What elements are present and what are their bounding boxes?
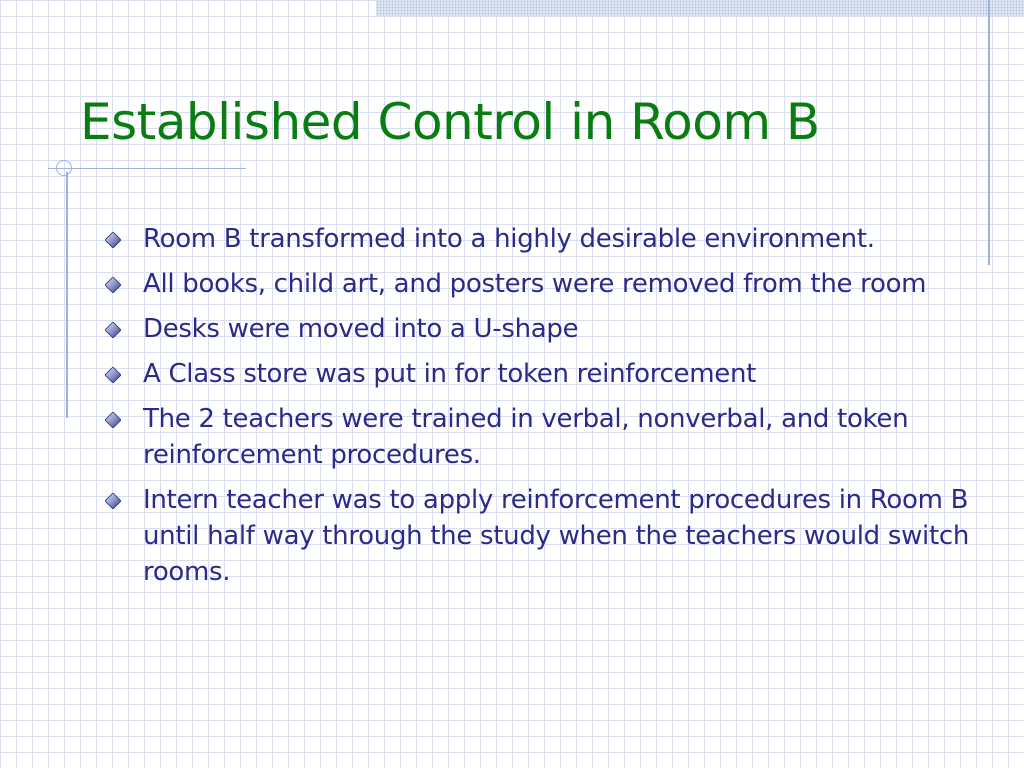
diamond-bullet-icon [105,367,121,383]
bullet-item [103,401,973,473]
decorative-left-rule [66,172,68,418]
decorative-top-band [376,0,1024,16]
bullet-item [103,311,973,347]
bullet-text: Intern teacher was to apply reinforcement procedures in Room B until half way through the study when the teachers would switch rooms. [143,485,970,587]
bullet-item [103,266,973,302]
decorative-circle-icon [56,160,72,176]
bullet-text: Desks were moved into a U-shape [143,314,579,344]
slide-title: Established Control in Room B [80,93,820,151]
diamond-bullet-icon [105,493,121,509]
bullet-list [103,221,973,599]
bullet-text: A Class store was put in for token reinforcement [143,359,757,389]
bullet-item [103,356,973,392]
diamond-bullet-icon [105,232,121,248]
diamond-bullet-icon [105,322,121,338]
decorative-horizontal-rule [48,168,246,169]
bullet-item [103,482,973,590]
bullet-text: The 2 teachers were trained in verbal, nonverbal, and token reinforcement procedures. [143,404,909,470]
decorative-right-rule [988,0,990,265]
diamond-bullet-icon [105,412,121,428]
bullet-text: Room B transformed into a highly desirable environment. [143,224,875,254]
bullet-item [103,221,973,257]
bullet-text: All books, child art, and posters were removed from the room [143,269,927,299]
diamond-bullet-icon [105,277,121,293]
